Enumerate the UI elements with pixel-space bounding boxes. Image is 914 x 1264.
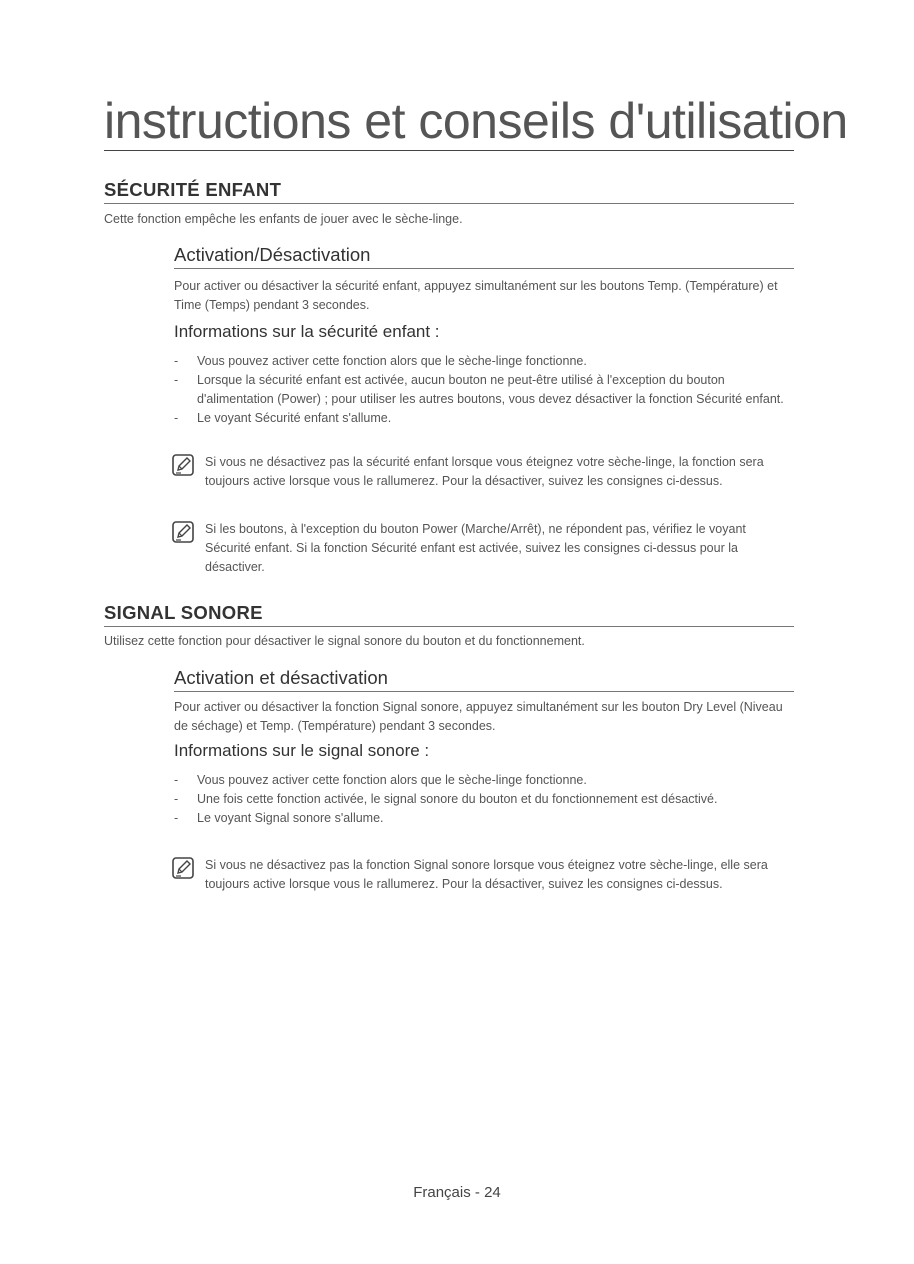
- note-pencil-icon: [172, 454, 194, 476]
- child-lock-info-heading: Informations sur la sécurité enfant :: [174, 322, 440, 341]
- bullet-dash: -: [174, 792, 179, 806]
- signal-info-list: [174, 771, 790, 828]
- list-item: [174, 809, 790, 828]
- child-lock-activation-heading: Activation/Désactivation: [174, 244, 794, 269]
- list-item: [174, 371, 790, 409]
- bullet-dash: -: [174, 373, 179, 387]
- list-item-text: Vous pouvez activer cette fonction alors que le sèche-linge fonctionne.: [197, 773, 587, 787]
- note-block: [172, 520, 790, 577]
- list-item: [174, 409, 790, 428]
- note-text: Si les boutons, à l'exception du bouton Power (Marche/Arrêt), ne répondent pas, vérifiez le voyant Sécurité enfant. Si la fonction Sécurité enfant est activée, suivez les consignes ci-dessus pour la désactiver.: [205, 522, 746, 574]
- child-lock-intro: Cette fonction empêche les enfants de jouer avec le sèche-linge.: [104, 212, 463, 226]
- note-block: [172, 856, 790, 894]
- list-item: [174, 771, 790, 790]
- list-item-text: Une fois cette fonction activée, le signal sonore du bouton et du fonctionnement est désactivé.: [197, 792, 718, 806]
- child-lock-info-list: [174, 352, 790, 428]
- list-item-text: Le voyant Sécurité enfant s'allume.: [197, 411, 392, 425]
- list-item-text: Lorsque la sécurité enfant est activée, aucun bouton ne peut-être utilisé à l'exception du bouton d'alimentation (Power) ; pour utiliser les autres boutons, vous devez désactiver la fonction Sécurité enfant.: [197, 373, 784, 406]
- signal-activation-text: Pour activer ou désactiver la fonction Signal sonore, appuyez simultanément sur les bouton Dry Level (Niveau de séchage) et Temp. (Température) pendant 3 secondes.: [174, 700, 783, 733]
- signal-info-heading: Informations sur le signal sonore :: [174, 741, 430, 760]
- note-pencil-icon: [172, 521, 194, 543]
- note-text: Si vous ne désactivez pas la sécurité enfant lorsque vous éteignez votre sèche-linge, la fonction sera toujours active lorsque vous le rallumerez. Pour la désactiver, suivez les consignes ci-dessus.: [205, 455, 764, 488]
- list-item: [174, 790, 790, 809]
- note-block: [172, 453, 790, 491]
- child-lock-activation-text: Pour activer ou désactiver la sécurité enfant, appuyez simultanément sur les boutons Temp. (Température) et Time (Temps) pendant 3 secondes.: [174, 279, 778, 312]
- note-pencil-icon: [172, 857, 194, 879]
- section-heading-child-lock: SÉCURITÉ ENFANT: [104, 179, 794, 204]
- section-heading-signal: SIGNAL SONORE: [104, 602, 794, 627]
- bullet-dash: -: [174, 811, 179, 825]
- signal-intro: Utilisez cette fonction pour désactiver le signal sonore du bouton et du fonctionnement.: [104, 634, 585, 648]
- page-title: instructions et conseils d'utilisation: [104, 93, 848, 149]
- list-item-text: Vous pouvez activer cette fonction alors que le sèche-linge fonctionne.: [197, 354, 587, 368]
- signal-activation-heading: Activation et désactivation: [174, 667, 794, 692]
- note-text: Si vous ne désactivez pas la fonction Signal sonore lorsque vous éteignez votre sèche-linge, elle sera toujours active lorsque vous le rallumerez. Pour la désactiver, suivez les consignes ci-dessus.: [205, 858, 768, 891]
- list-item: [174, 352, 790, 371]
- bullet-dash: -: [174, 411, 179, 425]
- list-item-text: Le voyant Signal sonore s'allume.: [197, 811, 384, 825]
- bullet-dash: -: [174, 773, 179, 787]
- page-footer: Français - 24: [413, 1184, 501, 1201]
- bullet-dash: -: [174, 354, 179, 368]
